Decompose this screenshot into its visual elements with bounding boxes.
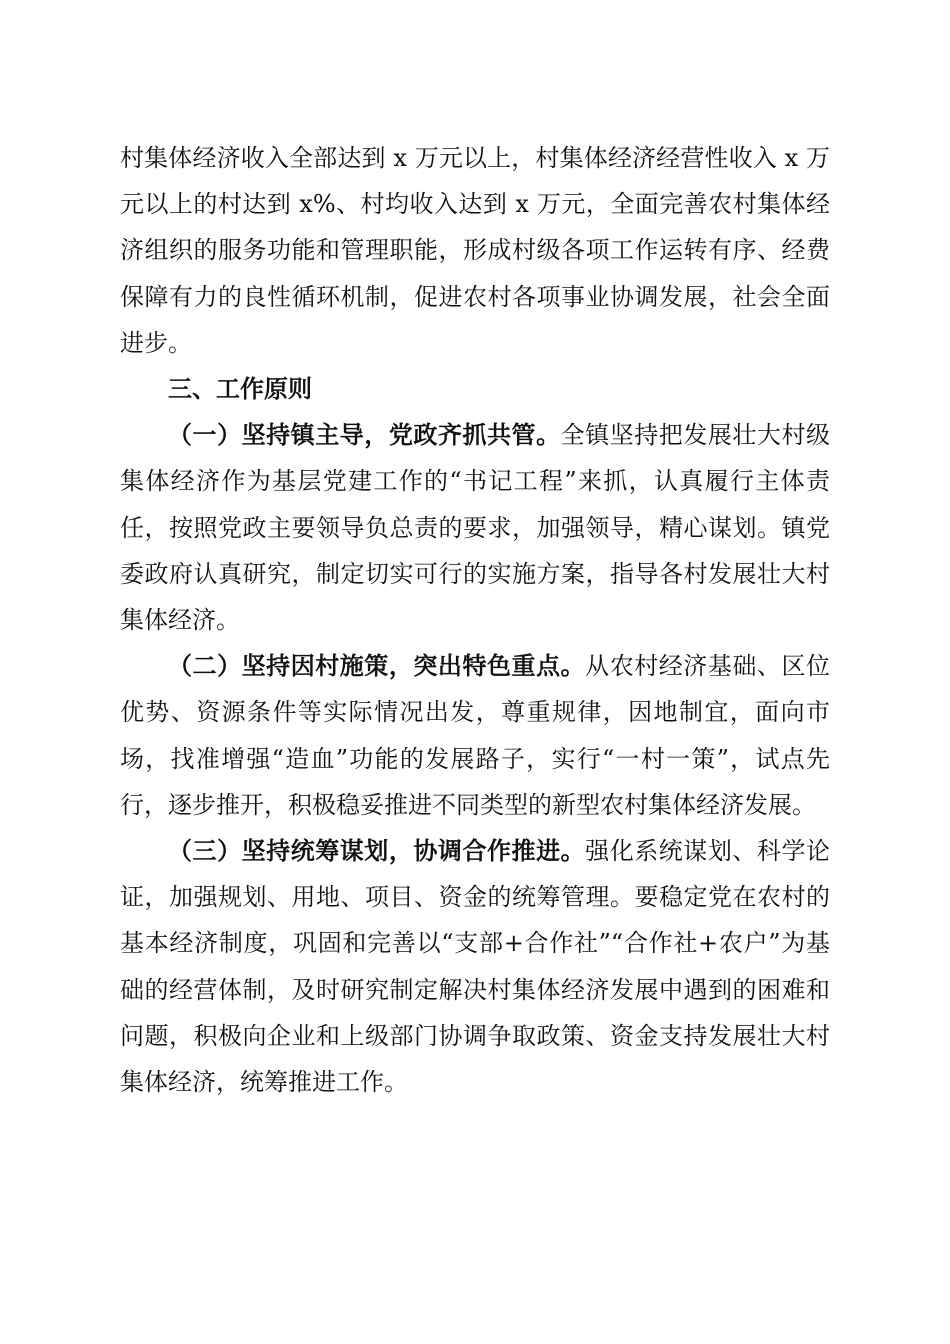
- principle-body-2: 从农村经济基础、区位优势、资源条件等实际情况出发，尊重规律，因地制宜，面向市场，找准增强“造血”功能的发展路子，实行“一村一策”，试点先行，逐步推开，积极稳妥推进不同类型的新型农村集体经济发展。: [120, 652, 831, 819]
- principle-paragraph-1: [120, 412, 830, 643]
- principle-title-1: （一）坚持镇主导，党政齐抓共管。: [168, 420, 561, 450]
- principle-paragraph-2: [120, 643, 830, 828]
- principle-paragraph-3: [120, 828, 830, 1105]
- principle-body-3: 强化系统谋划、科学论证，加强规划、用地、项目、资金的统筹管理。要稳定党在农村的基本经济制度，巩固和完善以“支部+合作社”“合作社+农户”为基础的经营体制，及时研究制定解决村集体经济发展中遇到的困难和问题，积极向企业和上级部门协调争取政策、资金支持发展壮大村集体经济，统筹推进工作。: [120, 837, 831, 1097]
- paragraph-continuation: 村集体经济收入全部达到 x 万元以上，村集体经济经营性收入 x 万元以上的村达到 x%、村均收入达到 x 万元，全面完善农村集体经济组织的服务功能和管理职能，形成村级各项工作运转有序、经费保障有力的良性循环机制，促进农村各项事业协调发展，社会全面进步。: [120, 144, 830, 357]
- document-page: [120, 135, 830, 1105]
- principle-title-3: （三）坚持统筹谋划，协调合作推进。: [168, 836, 586, 866]
- principle-title-2: （二）坚持因村施策，突出特色重点。: [168, 651, 586, 681]
- principle-body-1: 全镇坚持把发展壮大村级集体经济作为基层党建工作的“书记工程”来抓，认真履行主体责任，按照党政主要领导负总责的要求，加强领导，精心谋划。镇党委政府认真研究，制定切实可行的实施方案，指导各村发展壮大村集体经济。: [120, 421, 831, 635]
- section-heading: 三、工作原则: [168, 375, 312, 404]
